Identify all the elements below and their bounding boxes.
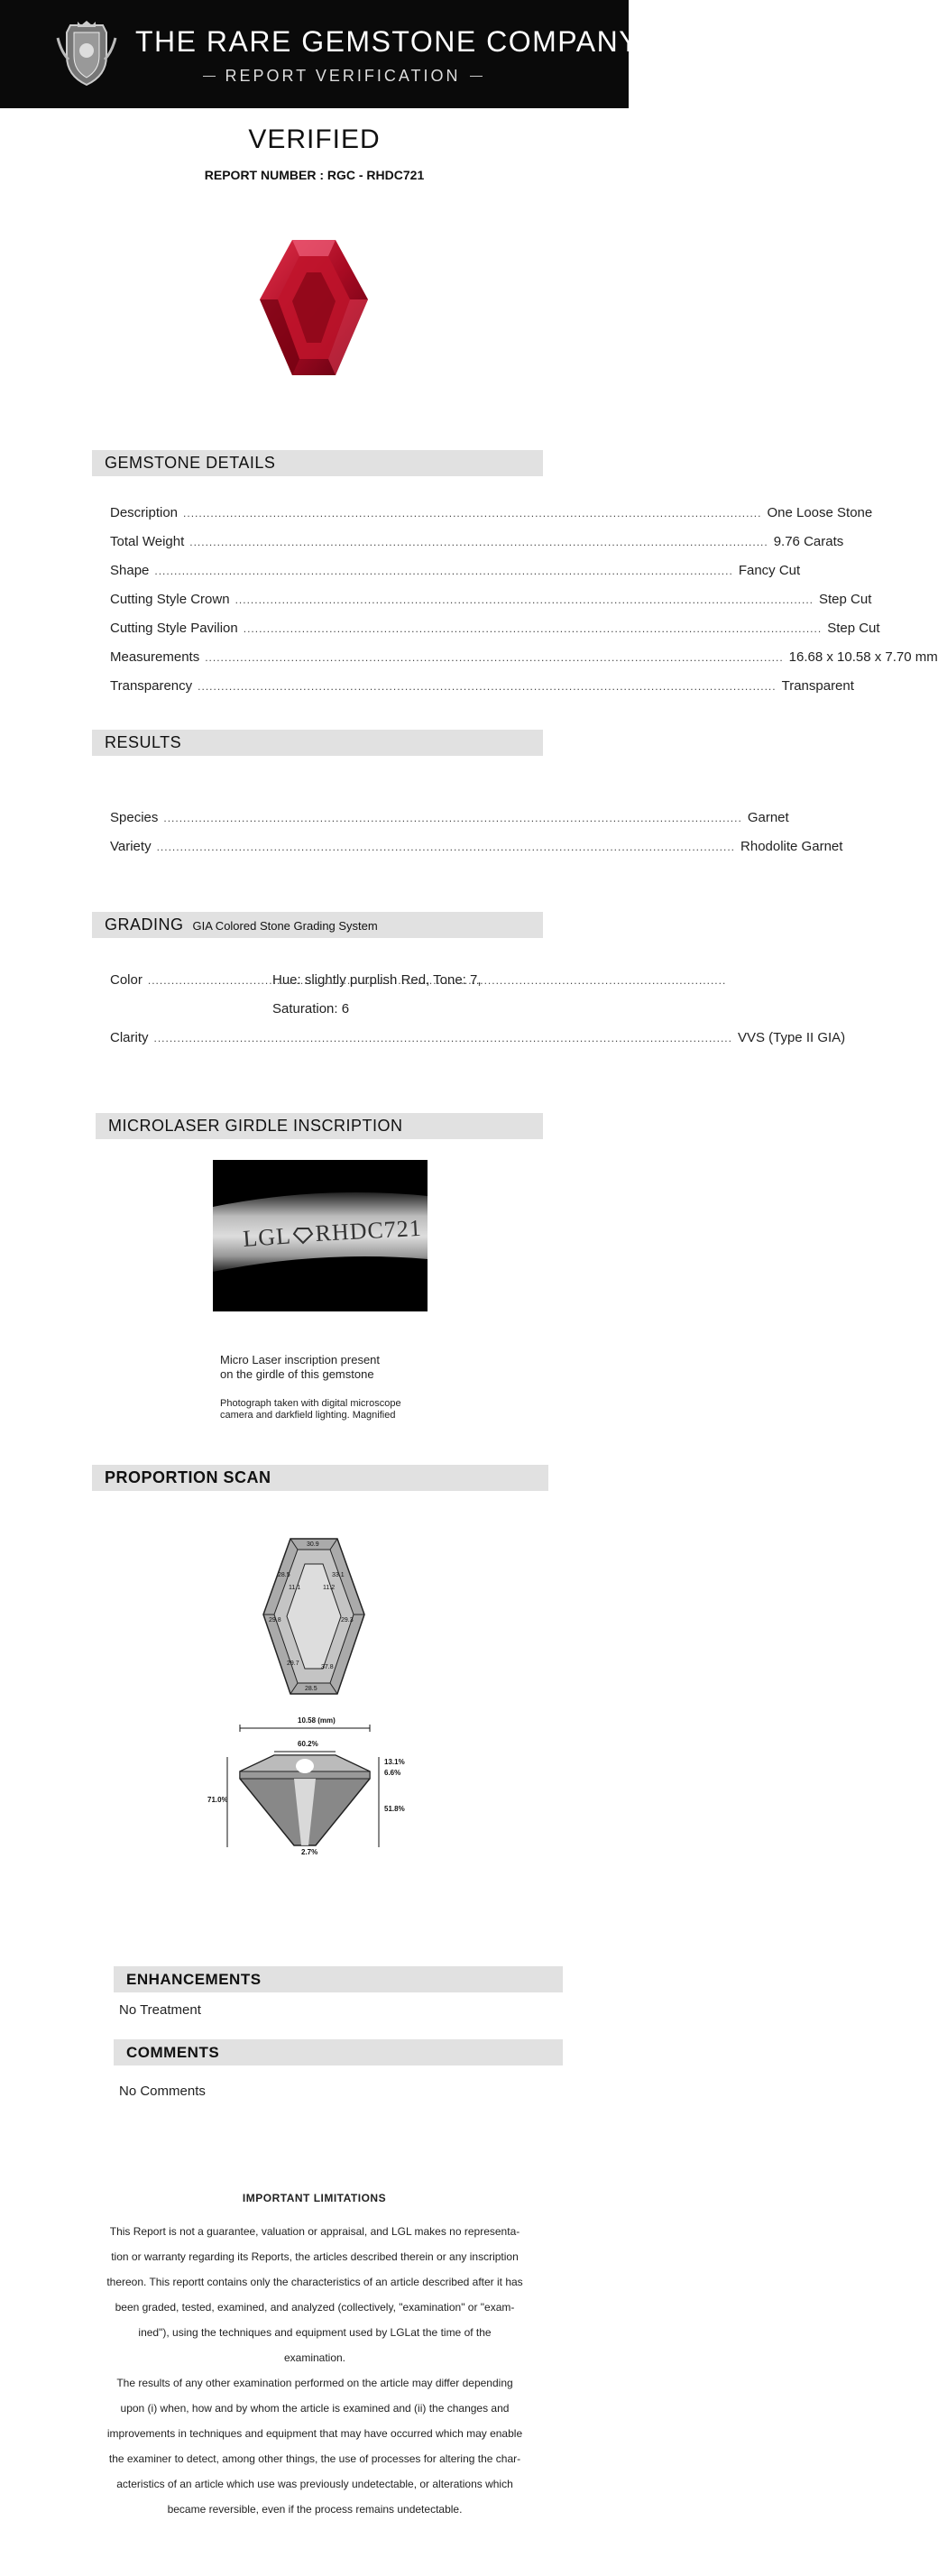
facet-angle-label: 30.9 bbox=[307, 1541, 319, 1548]
inscription-note-line1: Photograph taken with digital microscope bbox=[220, 1398, 401, 1409]
clarity-row: Clarity ..... VVS (Type II GIA) bbox=[110, 1030, 507, 1045]
facet-angle-label: 33.1 bbox=[332, 1572, 345, 1578]
pavilion-label: 51.8% bbox=[384, 1805, 405, 1813]
grading-system: GIA Colored Stone Grading System bbox=[192, 919, 378, 933]
enhancements-header: ENHANCEMENTS bbox=[114, 1966, 563, 1992]
color-label-row: Color ..... bbox=[110, 972, 272, 988]
results-header: RESULTS bbox=[92, 730, 543, 756]
total-depth-label: 71.0% bbox=[207, 1796, 228, 1804]
inscription-right-text: RHDC721 bbox=[314, 1214, 423, 1247]
comments-header: COMMENTS bbox=[114, 2039, 563, 2065]
limitations-text: This Report is not a guarantee, valuation or appraisal, and LGL makes no representa- tion or warranty regarding its Reports, the articles described therein or any inscription thereon. This reportt contains only the characteristics of an article described after it has been graded, tested, examined, and analyzed (collectively, "examination" or "exam- ined"), using the techniques and equipment used by LGLat the time of the examination. The results of any other examination performed on the article may differ depending upon (i) when, how and by whom the article is examined and (ii) the changes and improvements in techniques and equipment that may have occurred which may enable the examiner to detect, among other things, the use of processes for altering the char- acteristics of an article which use was previously undetectable, or alterations which became reversible, even if the process remains undetectable. bbox=[106, 2225, 523, 2516]
inscription-note-line2: camera and darkfield lighting. Magnified bbox=[220, 1410, 396, 1421]
gemstone-photo bbox=[256, 236, 372, 379]
gemstone-details-header: GEMSTONE DETAILS bbox=[92, 450, 543, 476]
inscription-caption-line2: on the girdle of this gemstone bbox=[220, 1367, 374, 1381]
enhancements-value: No Treatment bbox=[119, 2002, 201, 2018]
limitations-title: IMPORTANT LIMITATIONS bbox=[242, 2192, 387, 2204]
detail-row: Description ..... One Loose Stone bbox=[110, 505, 510, 520]
detail-row: Cutting Style Pavilion ..... Step Cut bbox=[110, 621, 512, 636]
detail-row: Shape ..... Fancy Cut bbox=[110, 563, 512, 578]
detail-row: Measurements ..... 16.68 x 10.58 x 7.70 mm bbox=[110, 649, 505, 665]
width-label: 10.58 (mm) bbox=[298, 1716, 336, 1725]
inscription-left-text: LGL bbox=[242, 1222, 292, 1252]
crest-shield-icon bbox=[52, 20, 121, 88]
girdle-label: 6.6% bbox=[384, 1769, 401, 1777]
facet-angle-label: 37.8 bbox=[321, 1664, 334, 1670]
verified-status: VERIFIED bbox=[248, 124, 381, 154]
facet-angle-label: 29.3 bbox=[341, 1617, 354, 1624]
result-row: Species ..... Garnet bbox=[110, 810, 510, 825]
facet-angle-label: 11.1 bbox=[289, 1585, 301, 1591]
facet-angle-label: 28.5 bbox=[278, 1572, 290, 1578]
proportion-side-view bbox=[207, 1712, 433, 1874]
facet-angle-label: 29.7 bbox=[287, 1661, 299, 1667]
header-subtitle: REPORT VERIFICATION bbox=[194, 67, 492, 86]
color-value-line1: Hue: slightly purplish Red, Tone: 7, bbox=[272, 972, 482, 988]
facet-angle-label: 11.2 bbox=[323, 1585, 336, 1591]
report-number: REPORT NUMBER : RGC - RHDC721 bbox=[204, 168, 425, 182]
detail-row: Cutting Style Crown ..... Step Cut bbox=[110, 592, 512, 607]
detail-row: Transparency ..... Transparent bbox=[110, 678, 510, 694]
table-label: 60.2% bbox=[298, 1740, 318, 1748]
proportion-top-view bbox=[258, 1533, 370, 1699]
facet-angle-label: 28.5 bbox=[305, 1686, 317, 1692]
proportion-scan-header: PROPORTION SCAN bbox=[92, 1465, 548, 1491]
culet-label: 2.7% bbox=[301, 1848, 318, 1856]
color-value-line2: Saturation: 6 bbox=[272, 1001, 350, 1017]
grading-header: GRADING GIA Colored Stone Grading System bbox=[92, 912, 543, 938]
inscription-caption-line1: Micro Laser inscription present bbox=[220, 1353, 381, 1366]
brand-name: THE RARE GEMSTONE COMPANY ™ bbox=[135, 25, 654, 58]
crown-label: 13.1% bbox=[384, 1758, 405, 1766]
comments-value: No Comments bbox=[119, 2084, 206, 2099]
facet-angle-label: 29.8 bbox=[269, 1617, 281, 1624]
inscription-header: MICROLASER GIRDLE INSCRIPTION bbox=[96, 1113, 543, 1139]
detail-row: Total Weight ..... 9.76 Carats bbox=[110, 534, 510, 549]
girdle-inscription-photo bbox=[213, 1160, 428, 1311]
result-row: Variety ..... Rhodolite Garnet bbox=[110, 839, 512, 854]
